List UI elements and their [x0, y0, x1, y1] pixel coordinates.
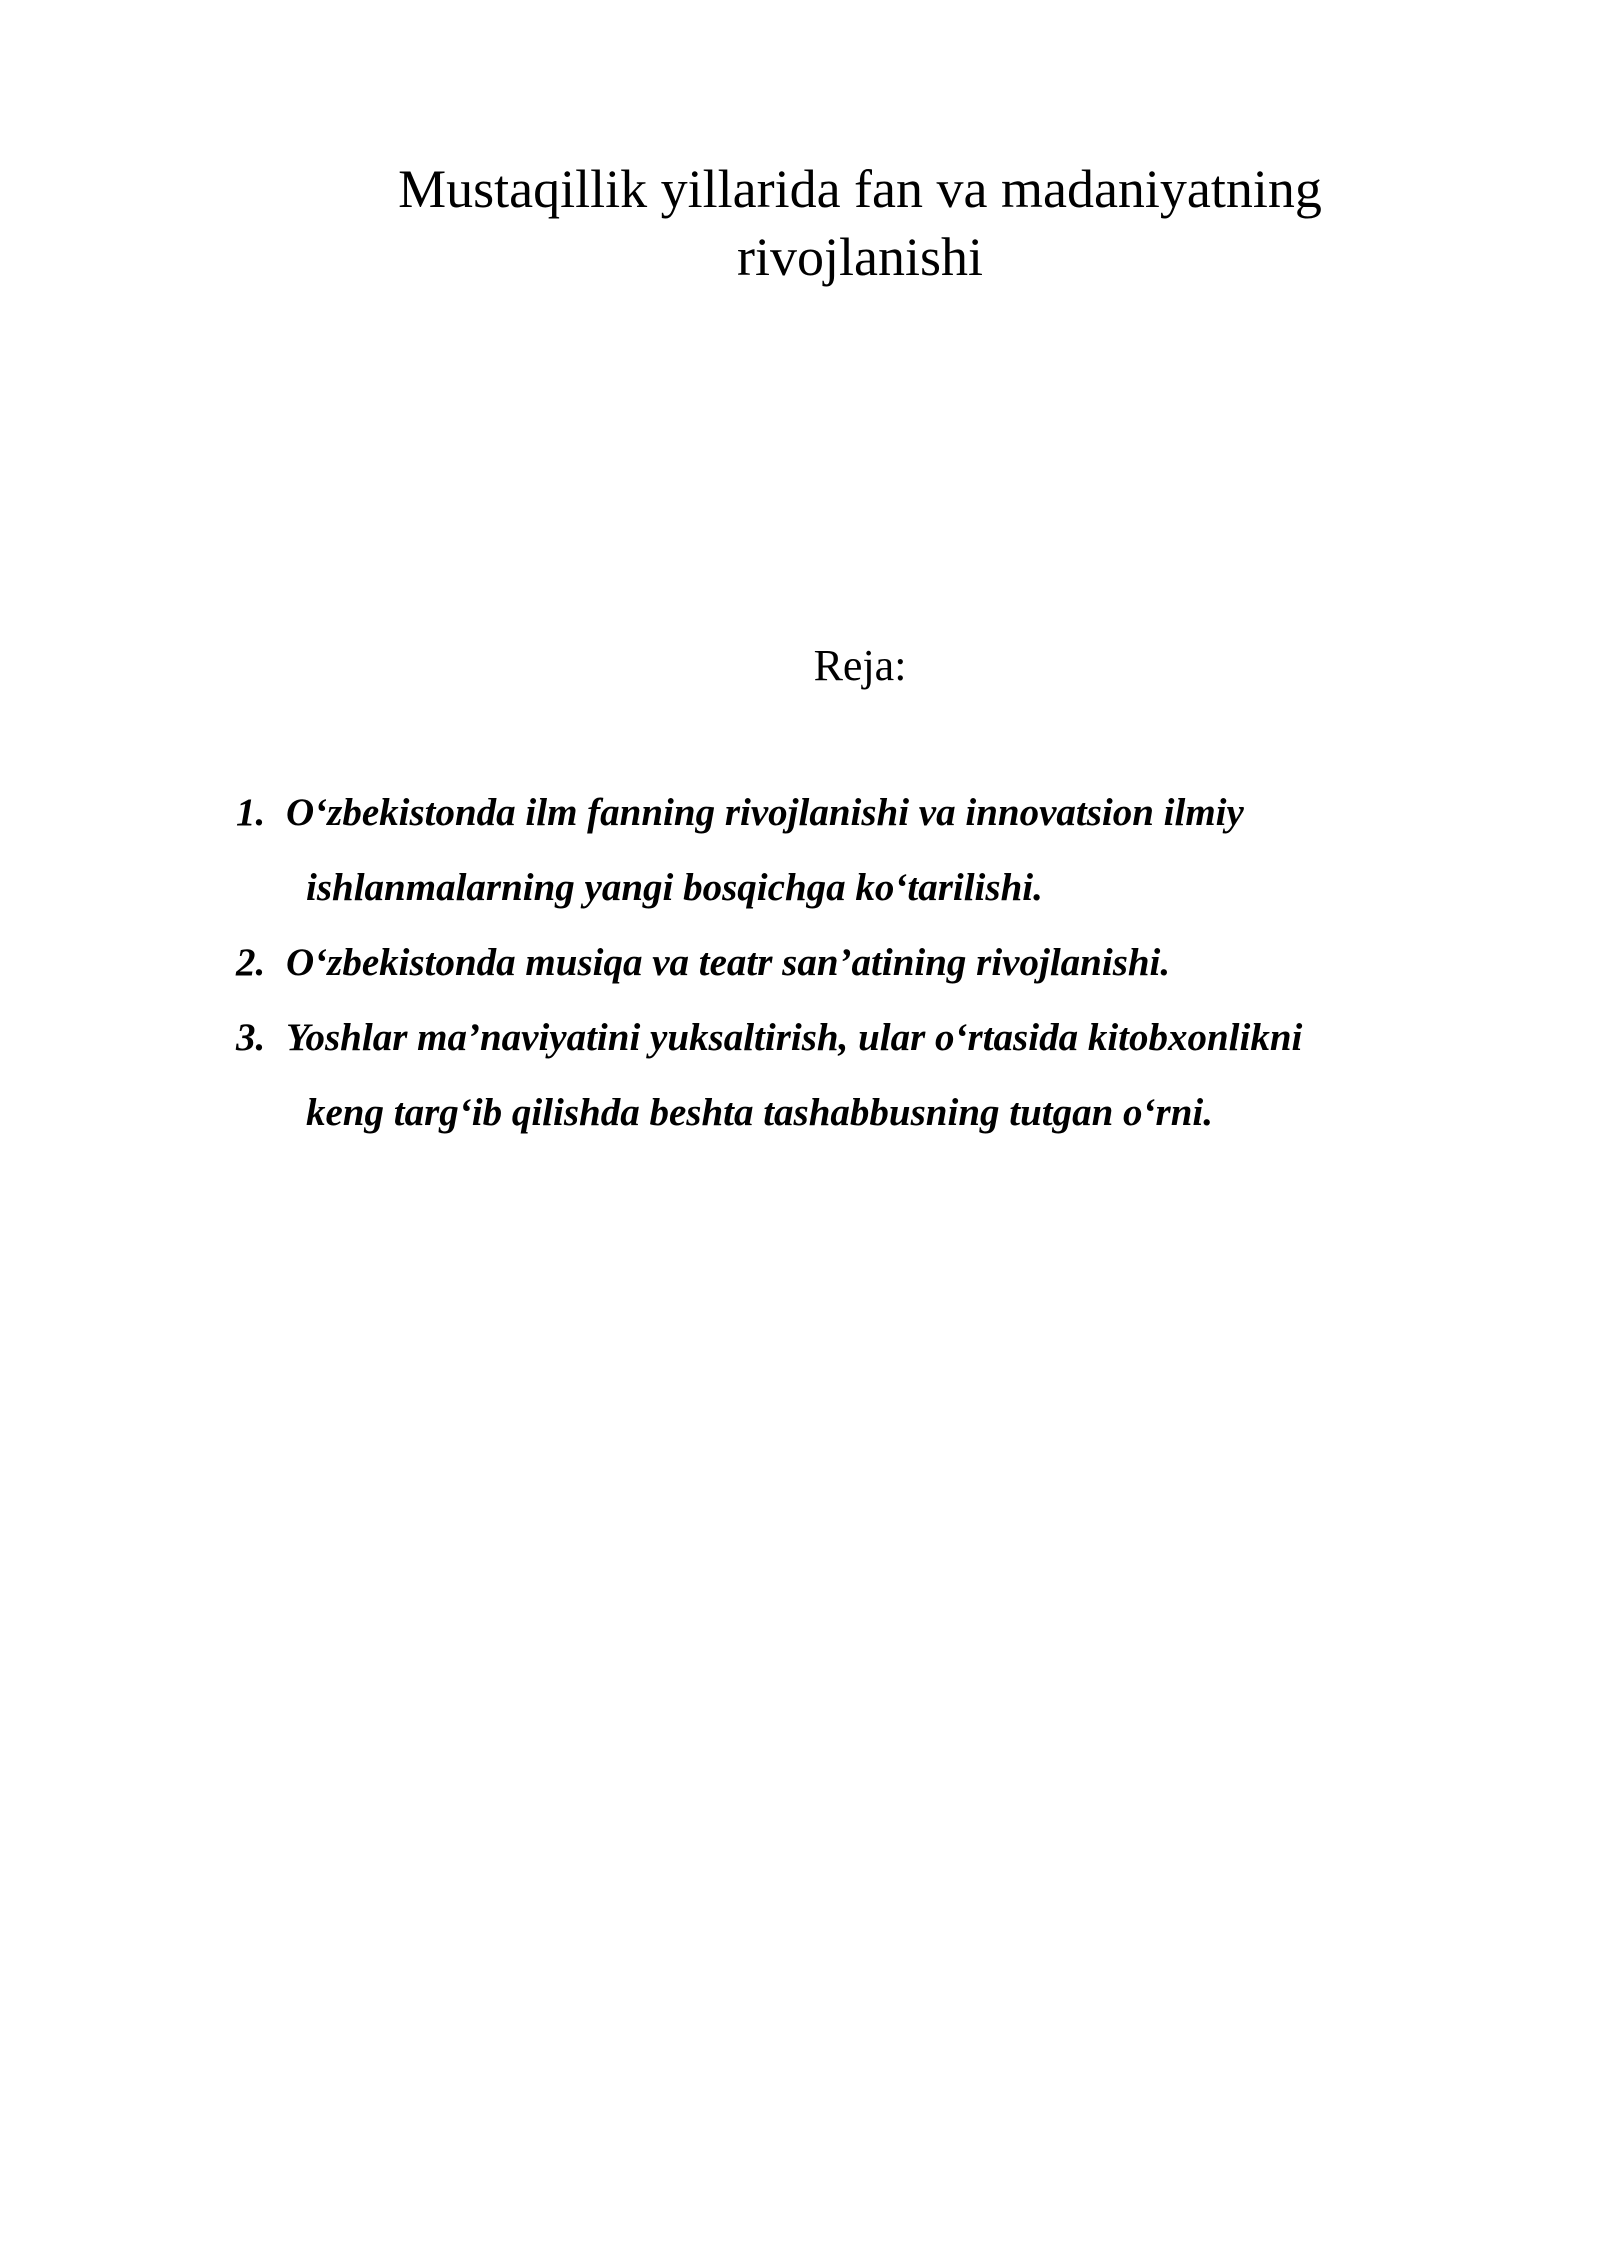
plan-list — [236, 775, 1476, 1150]
plan-item-line: keng targ‘ib qilishda beshta tashabbusning tutgan o‘rni. — [306, 1091, 1213, 1134]
plan-item-number: 2. — [236, 941, 266, 984]
plan-item-1 — [236, 775, 1476, 925]
plan-item-line: O‘zbekistonda ilm fanning rivojlanishi va innovatsion ilmiy — [286, 791, 1244, 834]
plan-heading: Reja: — [813, 641, 907, 690]
title-line-1: Mustaqillik yillarida fan va madaniyatning — [398, 159, 1322, 219]
plan-item-number: 3. — [236, 1016, 266, 1059]
plan-item-2 — [236, 925, 1476, 1000]
plan-item-line: ishlanmalarning yangi bosqichga ko‘tarilishi. — [306, 866, 1043, 909]
plan-item-line: Yoshlar ma’naviyatini yuksaltirish, ular o‘rtasida kitobxonlikni — [286, 1016, 1303, 1059]
plan-item-3 — [236, 1000, 1476, 1150]
plan-item-number: 1. — [236, 791, 266, 834]
title-line-2: rivojlanishi — [737, 227, 983, 287]
page-title — [300, 155, 1420, 291]
plan-item-line: O‘zbekistonda musiqa va teatr san’atining rivojlanishi. — [286, 941, 1171, 984]
